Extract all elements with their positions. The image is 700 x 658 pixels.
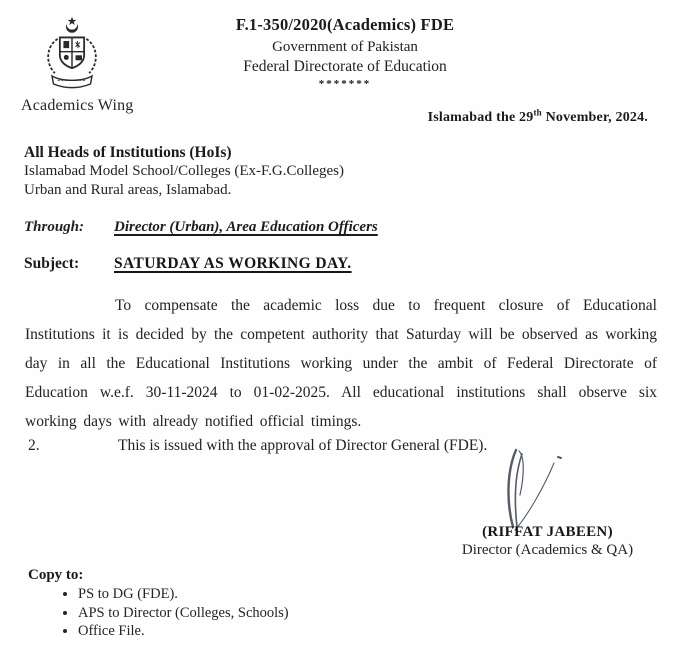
copy-to-item: • APS to Director (Colleges, Schools) xyxy=(78,604,289,623)
letter-header xyxy=(115,15,575,92)
copy-to-item: • Office File. xyxy=(78,622,289,641)
reference-number: F.1-350/2020(Academics) FDE xyxy=(235,15,455,34)
copy-to-item: • PS to DG (FDE). xyxy=(78,585,289,604)
signatory-name: (RIFFAT JABEEN) xyxy=(482,524,613,540)
date-suffix: November, 2024. xyxy=(541,110,648,125)
handwritten-signature-icon xyxy=(478,447,573,535)
government-line: Government of Pakistan xyxy=(272,38,418,55)
copy-to-list xyxy=(78,585,289,641)
through-row xyxy=(24,218,664,236)
addressee-line-1: All Heads of Institutions (HoIs) xyxy=(24,144,232,161)
date-prefix: Islamabad the 29 xyxy=(427,110,534,125)
separator-stars: ******* xyxy=(318,77,372,90)
department-line: Federal Directorate of Education xyxy=(243,58,447,76)
paragraph-number: 2. xyxy=(28,437,40,454)
subject-value: SATURDAY AS WORKING DAY. xyxy=(114,255,352,272)
subject-label: Subject: xyxy=(24,255,80,272)
signatory-block xyxy=(445,523,650,559)
through-label: Through: xyxy=(24,219,85,235)
date-ordinal: th xyxy=(533,107,542,118)
addressee-block xyxy=(24,143,344,200)
signatory-title: Director (Academics & QA) xyxy=(461,542,634,558)
academics-wing-label: Academics Wing xyxy=(21,97,134,114)
addressee-line-3: Urban and Rural areas, Islamabad. xyxy=(24,182,232,198)
paragraph-2-text: This is issued with the approval of Director General (FDE). xyxy=(118,437,488,454)
body-paragraph-1: To compensate the academic loss due to frequent closure of Educational Institutions it is decided by the competent authority that Saturday will be observed as working day in all the Educational Institutions working under the ambit of Federal Directorate of Education w.e.f. 30-11-2024 to 01-02-2025. All educational institutions shall observe six working days with already notified official timings. xyxy=(25,297,657,430)
date-line xyxy=(427,107,648,126)
pakistan-emblem-icon xyxy=(36,16,108,96)
addressee-line-2: Islamabad Model School/Colleges (Ex-F.G.Colleges) xyxy=(24,163,344,179)
copy-to-label: Copy to: xyxy=(28,567,84,583)
through-value: Director (Urban), Area Education Officers xyxy=(114,219,378,235)
subject-row xyxy=(24,255,664,273)
